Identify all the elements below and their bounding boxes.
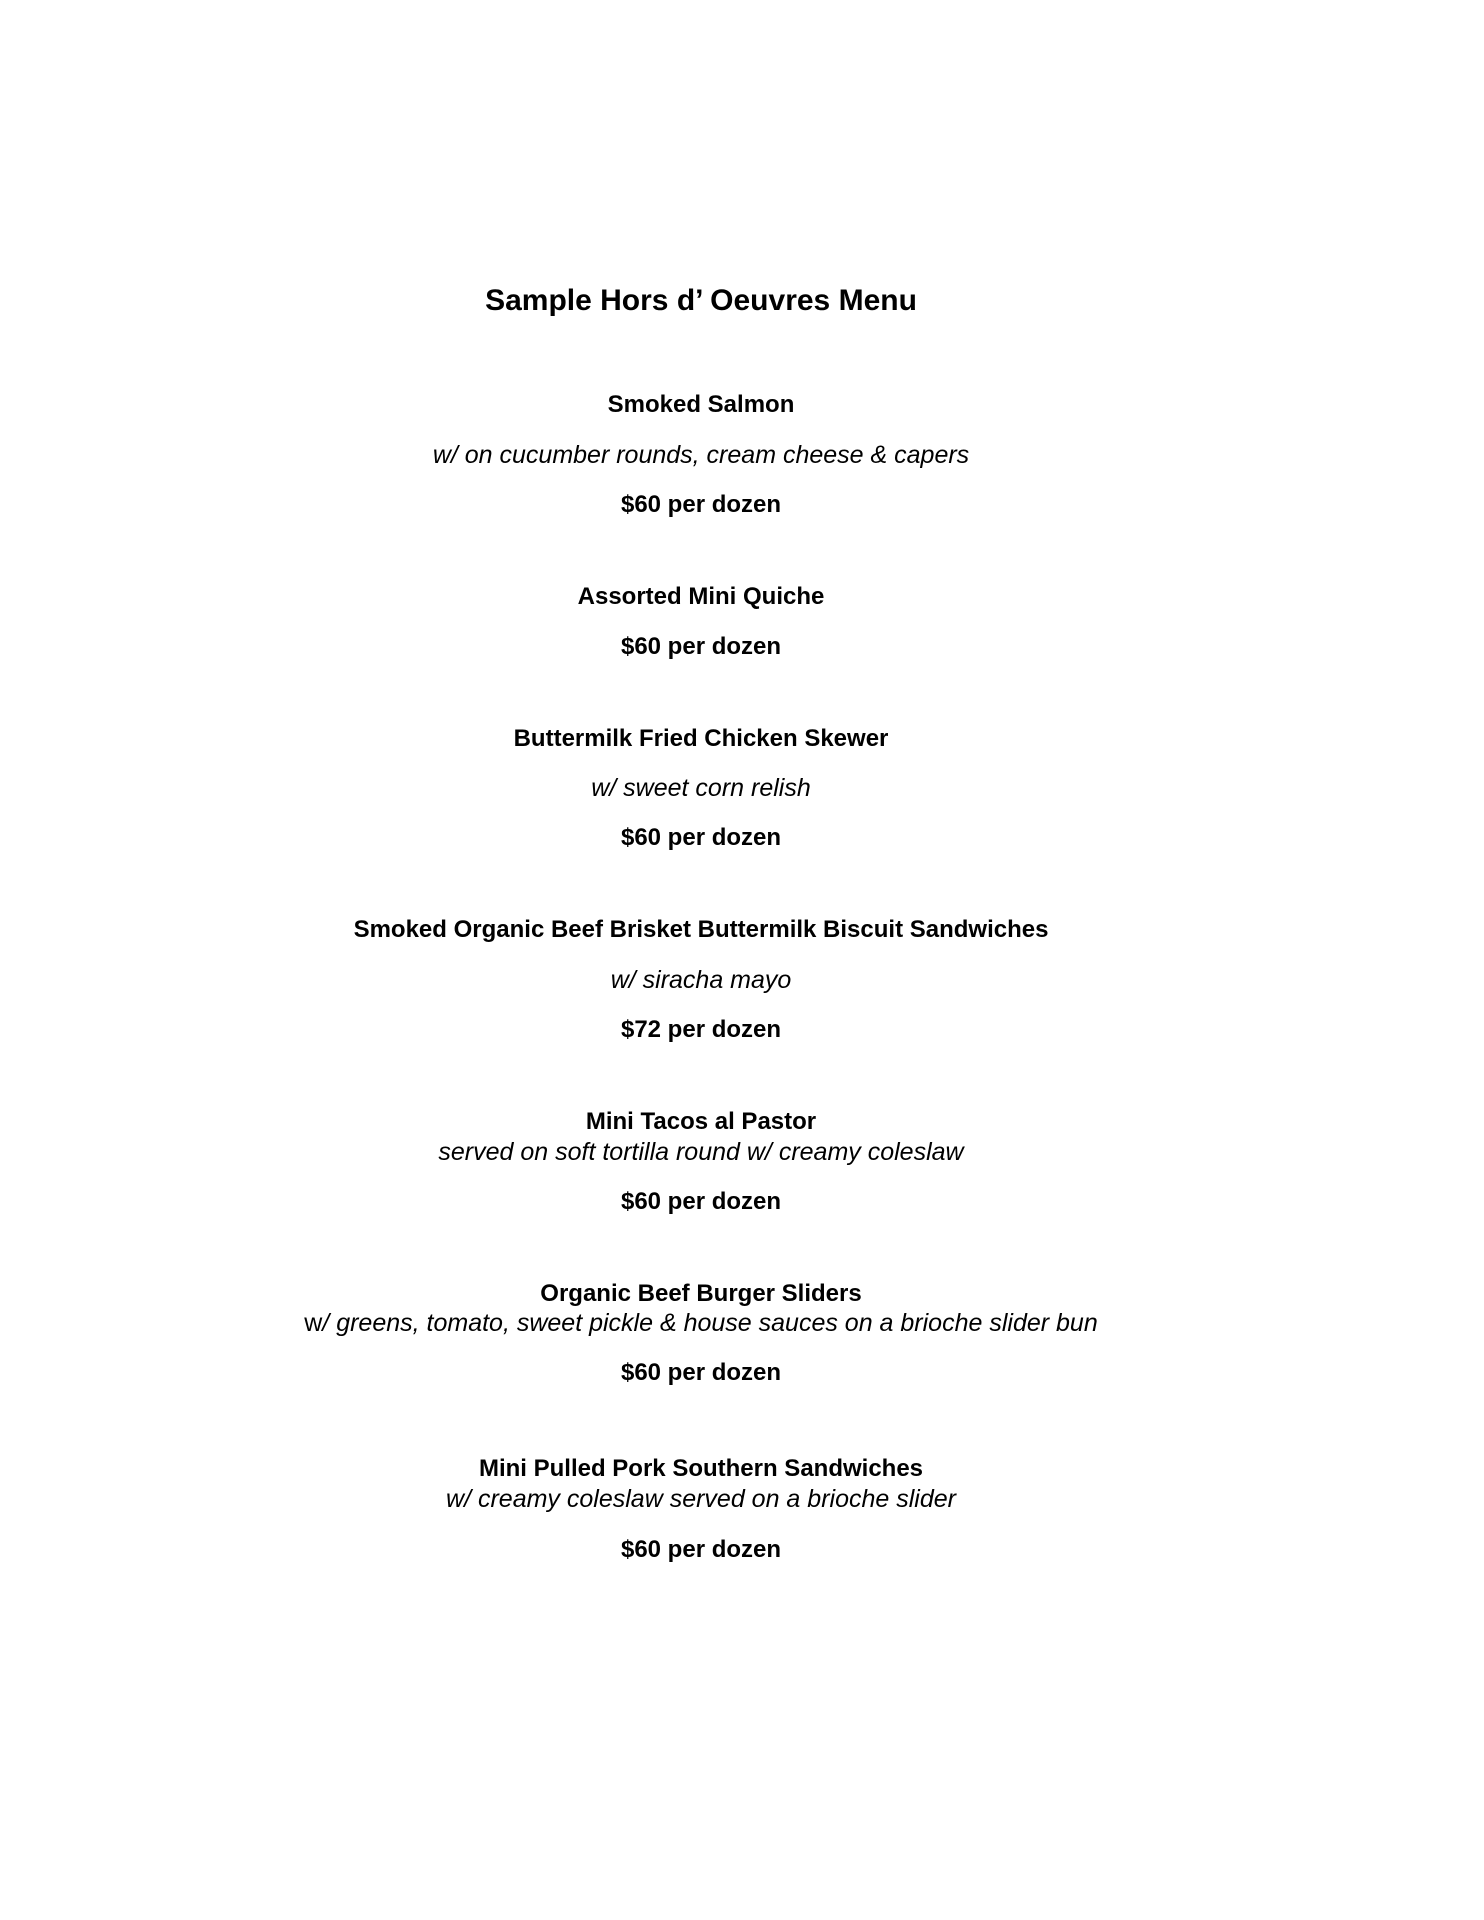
- menu-item-description: served on soft tortilla round w/ creamy coleslaw: [438, 1138, 964, 1166]
- menu-item-price: $60 per dozen: [620, 633, 782, 660]
- menu-title: Sample Hors d’ Oeuvres Menu: [485, 284, 917, 317]
- menu-item-price: $60 per dozen: [620, 1359, 782, 1386]
- menu-item-price: $72 per dozen: [620, 1016, 782, 1043]
- menu-item-price: $60 per dozen: [620, 1188, 782, 1215]
- menu-item-name: Mini Pulled Pork Southern Sandwiches: [478, 1455, 924, 1482]
- menu-item-description: w/ siracha mayo: [610, 966, 792, 994]
- menu-item-price: $60 per dozen: [620, 491, 782, 518]
- menu-item-name: Smoked Salmon: [607, 391, 795, 418]
- menu-item-name: Smoked Organic Beef Brisket Buttermilk Biscuit Sandwiches: [353, 916, 1049, 943]
- menu-item-description: [0, 1311, 1402, 1336]
- menu-item-name: Assorted Mini Quiche: [577, 583, 825, 610]
- menu-item-name: Mini Tacos al Pastor: [585, 1108, 817, 1135]
- description-rest: / greens, tomato, sweet pickle & house sauces on a brioche slider bun: [322, 1309, 1098, 1337]
- description-lead: w: [304, 1309, 323, 1337]
- menu-item-description: w/ on cucumber rounds, cream cheese & capers: [432, 441, 970, 469]
- menu-item-price: $60 per dozen: [620, 1536, 782, 1563]
- menu-item-name: Organic Beef Burger Sliders: [540, 1280, 862, 1307]
- menu-item-description: w/ sweet corn relish: [591, 774, 811, 802]
- menu-item-price: $60 per dozen: [620, 824, 782, 851]
- menu-item-description: w/ creamy coleslaw served on a brioche slider: [446, 1485, 956, 1513]
- menu-item-name: Buttermilk Fried Chicken Skewer: [513, 725, 889, 752]
